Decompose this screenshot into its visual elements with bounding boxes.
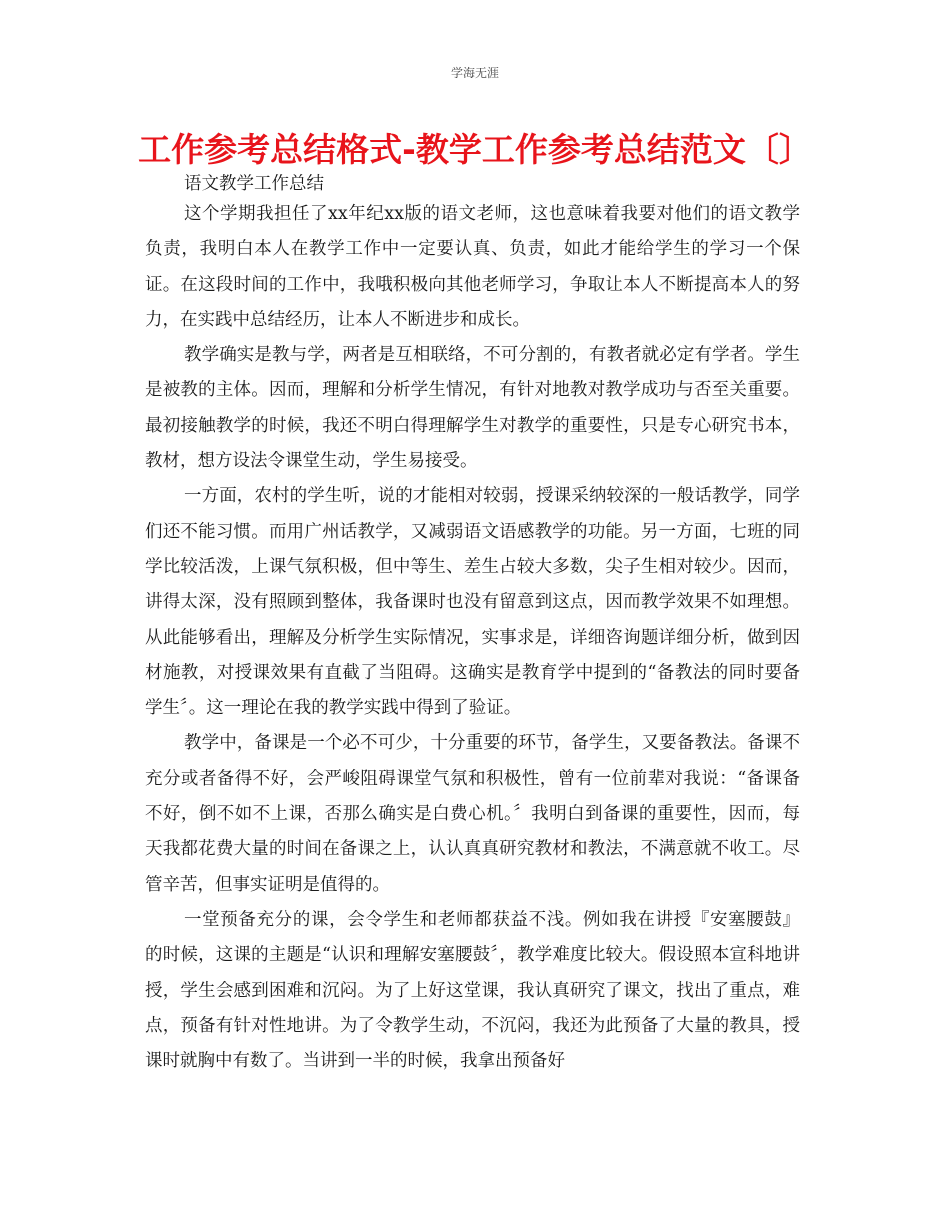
document-title: 工作参考总结格式-教学工作参考总结范文〔〕 — [138, 130, 812, 169]
page-header: 学海无涯 — [450, 66, 499, 80]
paragraph: 教学确实是教与学，两者是互相联络，不可分割的，有教者就必定有学者。学生是被教的主体。因而，理解和分析学生情况，有针对地教对教学成功与否至关重要。最初接触教学的时候，我还不明白得理解学生对教学的重要性，只是专心研究书本，教材，想方设法令课堂生动，学生易接受。 — [145, 345, 800, 472]
paragraph: 一堂预备充分的课，会令学生和老师都获益不浅。例如我在讲授『安塞腰鼓』 的时候，这课的主题是“认识和理解安塞腰鼓〞，教学难度比较大。假设照本宣科地讲授，学生会感到困难和沉闷。为了上好这堂课，我认真研究了课文，找出了重点，难点，预备有针对性地讲。为了令教学生动，不沉闷，我还为此预备了大量的教具，授课时就胸中有数了。当讲到一半的时候，我拿出预备好 — [145, 909, 800, 1072]
paragraph: 这个学期我担任了xx年纪xx版的语文老师，这也意味着我要对他们的语文教学负责，我明白本人在教学工作中一定要认真、负责，如此才能给学生的学习一个保证。在这段时间的工作中，我哦积极向其他老师学习，争取让本人不断提高本人的努力，在实践中总结经历，让本人不断进步和成长。 — [145, 204, 800, 330]
document-subtitle: 语文教学工作总结 — [184, 174, 324, 194]
paragraph: 教学中，备课是一个必不可少，十分重要的环节，备学生，又要备教法。备课不充分或者备得不好，会严峻阻碍课堂气氛和积极性，曾有一位前辈对我说：“备课备不好，倒不如不上课，否那么确实是白费心机。〞我明白到备课的重要性，因而，每天我都花费大量的时间在备课之上，认认真真研究教材和教法，不满意就不收工。尽管辛苦，但事实证明是值得的。 — [145, 733, 800, 895]
document-body — [145, 197, 800, 1079]
paragraph: 一方面，农村的学生听，说的才能相对较弱，授课采纳较深的一般话教学，同学们还不能习惯。而用广州话教学，又减弱语文语感教学的功能。另一方面，七班的同学比较活泼，上课气氛积极，但中等生、差生占较大多数，尖子生相对较少。因而，讲得太深，没有照顾到整体，我备课时也没有留意到这点，因而教学效果不如理想。从此能够看出，理解及分析学生实际情况，实事求是，详细咨询题详细分析，做到因材施教，对授课效果有直截了当阻碍。这确实是教育学中提到的“备教法的同时要备学生〞。这一理论在我的教学实践中得到了验证。 — [145, 486, 800, 719]
